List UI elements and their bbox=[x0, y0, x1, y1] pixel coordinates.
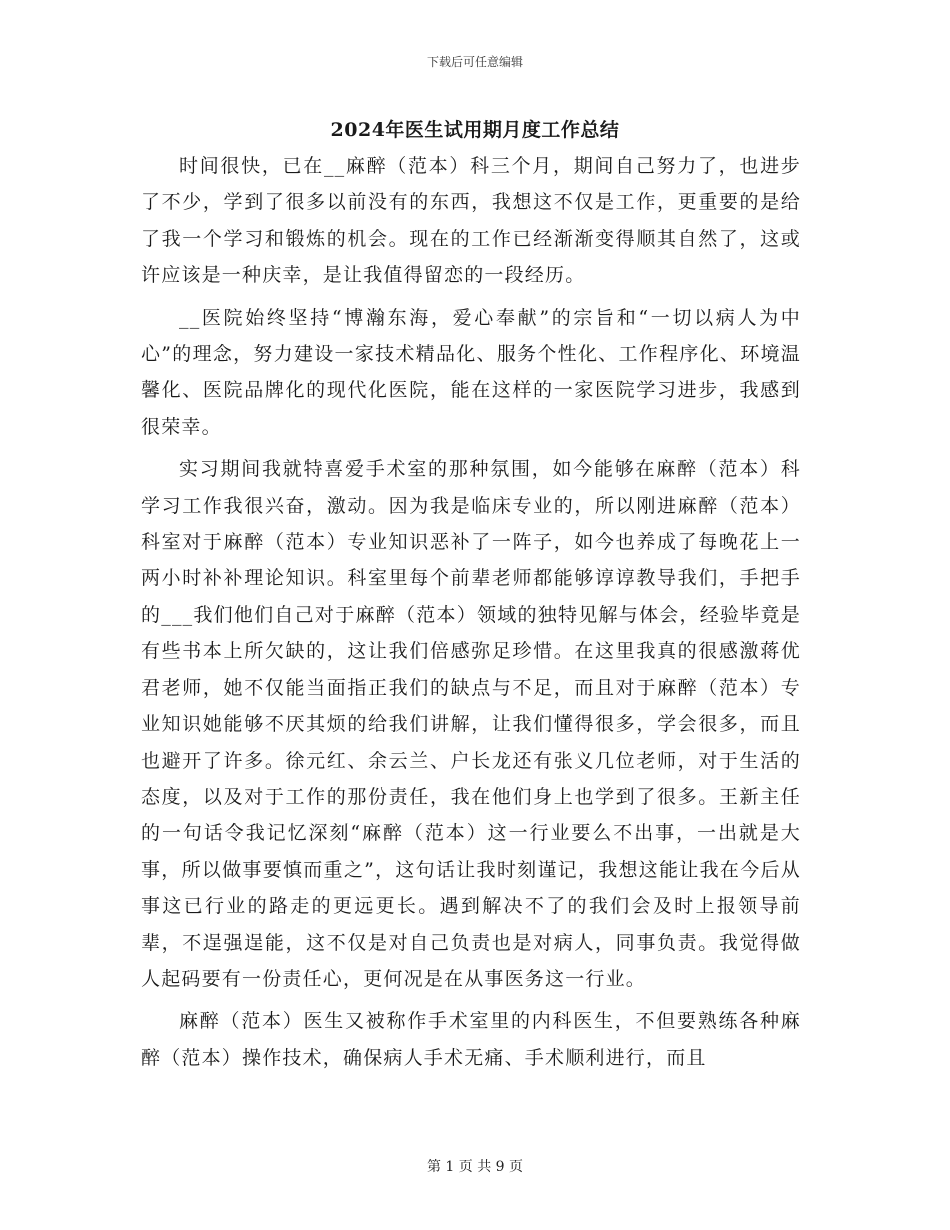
page-header-note: 下载后可任意编辑 bbox=[426, 55, 523, 69]
document-title: 2024年医生试用期月度工作总结 bbox=[330, 119, 620, 141]
paragraph-1: 时间很快，已在__麻醉（范本）科三个月，期间自己努力了，也进步了不少，学到了很多以前没有的东西，我想这不仅是工作，更重要的是给了我一个学习和锻炼的机会。现在的工作已经渐渐变得顺其自然了，这或许应该是一种庆幸，是让我值得留恋的一段经历。 bbox=[141, 155, 801, 287]
document-body bbox=[141, 148, 801, 1076]
paragraph-3: 实习期间我就特喜爱手术室的那种氛围，如今能够在麻醉（范本）科学习工作我很兴奋，激动。因为我是临床专业的，所以刚进麻醉（范本）科室对于麻醉（范本）专业知识恶补了一阵子，如今也养成了每晚花上一两小时补补理论知识。科室里每个前辈老师都能够谆谆教导我们，手把手的___我们他们自己对于麻醉（范本）领域的独特见解与体会，经验毕竟是有些书本上所欠缺的，这让我们倍感弥足珍惜。在这里我真的很感激蒋优君老师，她不仅能当面指正我们的缺点与不足，而且对于麻醉（范本）专业知识她能够不厌其烦的给我们讲解，让我们懂得很多，学会很多，而且也避开了许多。徐元红、余云兰、户长龙还有张义几位老师，对于生活的态度，以及对于工作的那份责任，我在他们身上也学到了很多。王新主任的一句话令我记忆深刻“麻醉（范本）这一行业要么不出事，一出就是大事，所以做事要慎而重之”，这句话让我时刻谨记，我想这能让我在今后从事这已行业的路走的更远更长。遇到解决不了的我们会及时上报领导前辈，不逞强逞能，这不仅是对自己负责也是对病人，同事负责。我觉得做人起码要有一份责任心，更何况是在从事医务这一行业。 bbox=[141, 458, 801, 990]
paragraph-2: __医院始终坚持“博瀚东海，爱心奉献”的宗旨和“一切以病人为中心”的理念，努力建设一家技术精品化、服务个性化、工作程序化、环境温馨化、医院品牌化的现代化医院，能在这样的一家医院学习进步，我感到很荣幸。 bbox=[141, 306, 801, 438]
paragraph-4: 麻醉（范本）医生又被称作手术室里的内科医生，不但要熟练各种麻醉（范本）操作技术，确保病人手术无痛、手术顺利进行，而且 bbox=[141, 1010, 801, 1069]
page-number: 第 1 页 共 9 页 bbox=[426, 1159, 524, 1175]
